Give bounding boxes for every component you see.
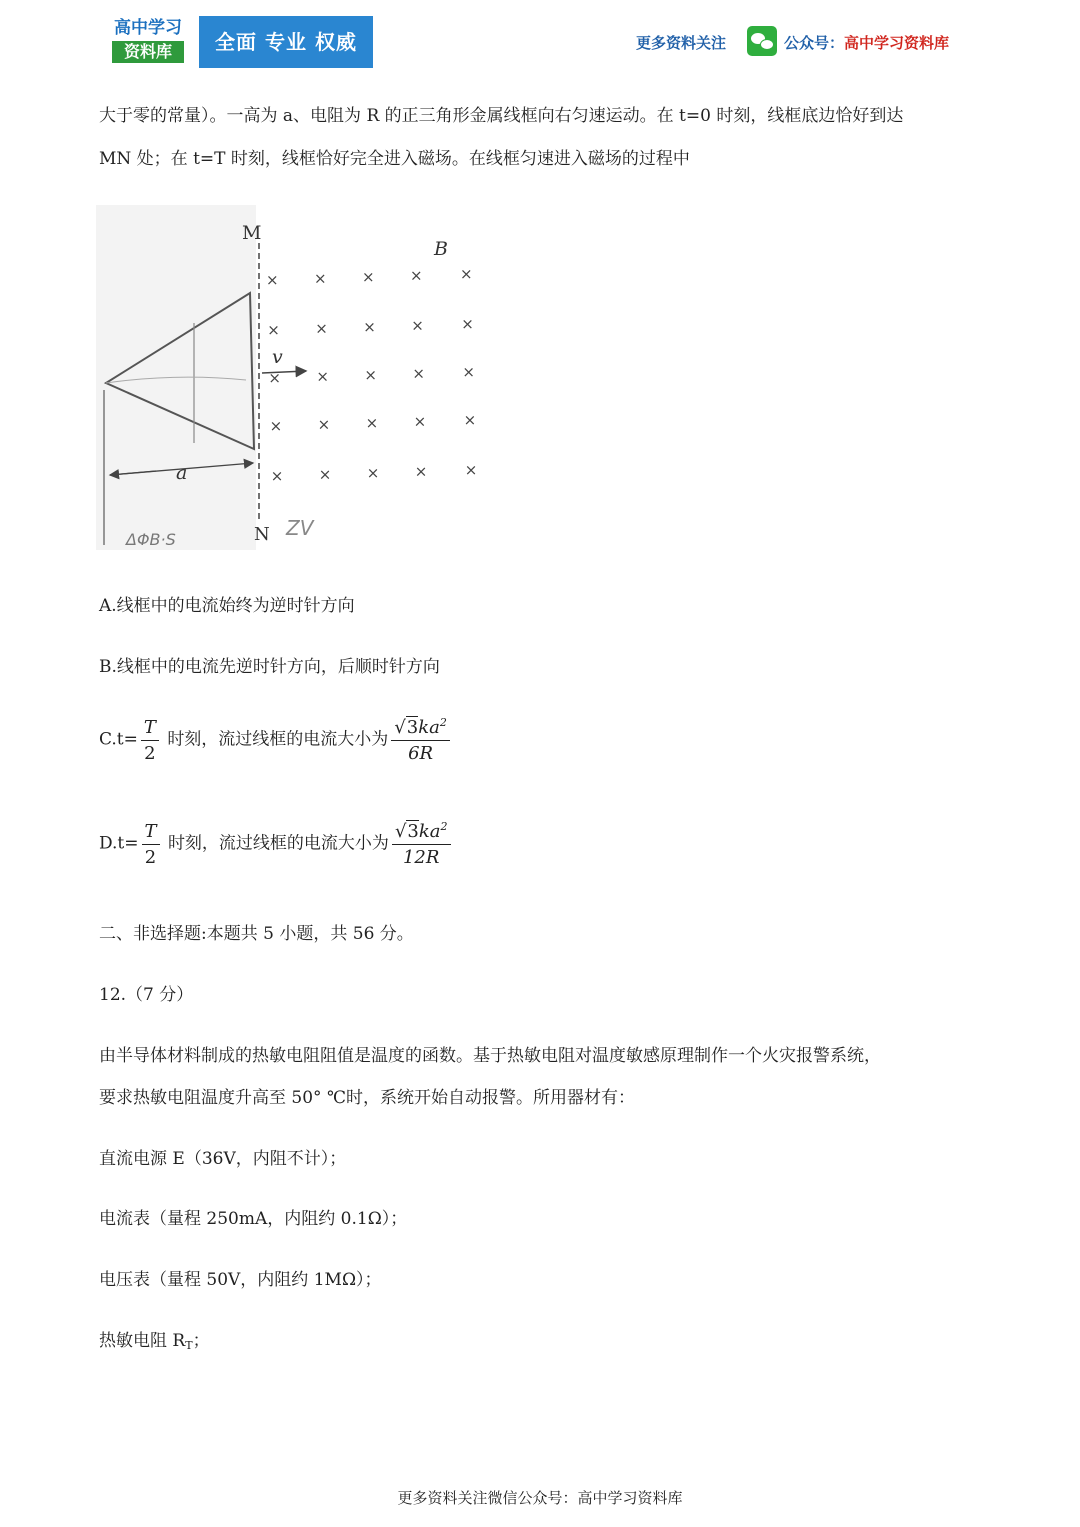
option-b: B.线框中的电流先逆时针方向，后顺时针方向 bbox=[99, 657, 440, 677]
field-cross: × bbox=[463, 411, 477, 429]
option-d-middle: 时刻，流过线框的电流大小为 bbox=[167, 833, 389, 854]
label-b: B bbox=[434, 238, 448, 260]
field-cross: × bbox=[364, 366, 377, 384]
section-2-heading: 二、非选择题:本题共 5 小题，共 56 分。 bbox=[99, 924, 414, 944]
equipment-item-1: 直流电源 E（36V，内阻不计）； bbox=[99, 1149, 347, 1169]
site-logo bbox=[112, 18, 184, 64]
equipment-item-2: 电流表（量程 250mA，内阻约 0.1Ω）； bbox=[99, 1209, 408, 1229]
field-cross: × bbox=[270, 467, 284, 485]
equipment-item-4: 热敏电阻 $R_T$； bbox=[99, 1331, 210, 1352]
intro-line-2: MN 处；在 t=T 时刻，线框恰好完全进入磁场。在线框匀速进入磁场的过程中 bbox=[99, 149, 690, 169]
field-cross: × bbox=[462, 363, 475, 381]
follow-text: 更多资料关注 bbox=[636, 34, 727, 52]
magnetic-field-figure bbox=[96, 205, 486, 550]
question-12-line-1: 由半导体材料制成的热敏电阻阻值是温度的函数。基于热敏电阻对温度敏感原理制作一个火灾报警系统， bbox=[99, 1046, 881, 1066]
field-cross: × bbox=[366, 464, 380, 482]
field-cross: × bbox=[269, 417, 283, 435]
option-c-middle: 时刻，流过线框的电流大小为 bbox=[167, 729, 389, 750]
field-cross: × bbox=[314, 269, 327, 288]
field-cross: × bbox=[267, 321, 280, 339]
field-cross: × bbox=[414, 462, 428, 481]
field-cross: × bbox=[410, 266, 423, 285]
question-12-line-2: 要求热敏电阻温度升高至 50° ℃时，系统开始自动报警。所用器材有： bbox=[99, 1088, 635, 1108]
equipment-item-3: 电压表（量程 50V，内阻约 1MΩ）； bbox=[99, 1270, 382, 1290]
option-a: A.线框中的电流始终为逆时针方向 bbox=[99, 596, 355, 616]
wechat-icon bbox=[747, 26, 777, 56]
field-cross: × bbox=[413, 412, 427, 431]
option-c-time-fraction: $\frac{T}{2}$ bbox=[141, 717, 159, 764]
field-cross: × bbox=[412, 364, 425, 383]
label-n: N bbox=[254, 524, 270, 545]
intro-line-1: 大于零的常量）。一高为 a、电阻为 R 的正三角形金属线框向右匀速运动。在 t=0 时刻，线框底边恰好到达 bbox=[99, 106, 904, 126]
label-a: a bbox=[176, 462, 188, 484]
scribble-left: ΔΦB·S bbox=[126, 530, 176, 549]
option-d-time-fraction: $\frac{T}{2}$ bbox=[142, 821, 160, 868]
field-cross: × bbox=[318, 465, 332, 484]
magnetic-field-crosses bbox=[266, 265, 477, 485]
account-label bbox=[784, 32, 949, 53]
field-cross: × bbox=[268, 369, 281, 387]
account-prefix: 公众号： bbox=[784, 34, 845, 52]
field-cross: × bbox=[464, 461, 478, 479]
label-m: M bbox=[242, 222, 262, 244]
field-cross: × bbox=[363, 318, 376, 336]
field-cross: × bbox=[411, 316, 424, 335]
option-d bbox=[99, 820, 454, 868]
field-cross: × bbox=[365, 414, 379, 432]
field-cross: × bbox=[460, 265, 473, 283]
option-c-current-fraction: $\frac{√3ka^2}{6R}$ bbox=[391, 716, 450, 764]
account-name: 高中学习资料库 bbox=[844, 34, 950, 52]
logo-top-text: 高中学习 bbox=[114, 18, 182, 38]
logo-bottom-text: 资料库 bbox=[112, 41, 184, 63]
field-cross: × bbox=[362, 268, 375, 286]
scribble-right: ZV bbox=[286, 516, 314, 540]
question-12-number: 12.（7 分） bbox=[99, 985, 194, 1005]
option-c-prefix: C.t= bbox=[99, 729, 138, 750]
label-v: v bbox=[272, 346, 283, 368]
field-cross: × bbox=[266, 271, 279, 289]
option-d-prefix: D.t= bbox=[99, 833, 139, 854]
option-c bbox=[99, 716, 453, 764]
page-footer: 更多资料关注微信公众号：高中学习资料库 bbox=[397, 1489, 683, 1507]
slogan-banner: 全面 专业 权威 bbox=[199, 16, 373, 68]
field-cross: × bbox=[461, 315, 474, 333]
field-cross: × bbox=[315, 319, 328, 338]
field-cross: × bbox=[316, 367, 329, 386]
field-cross: × bbox=[317, 415, 331, 434]
option-d-current-fraction: $\frac{√3ka^2}{12R}$ bbox=[392, 820, 451, 868]
